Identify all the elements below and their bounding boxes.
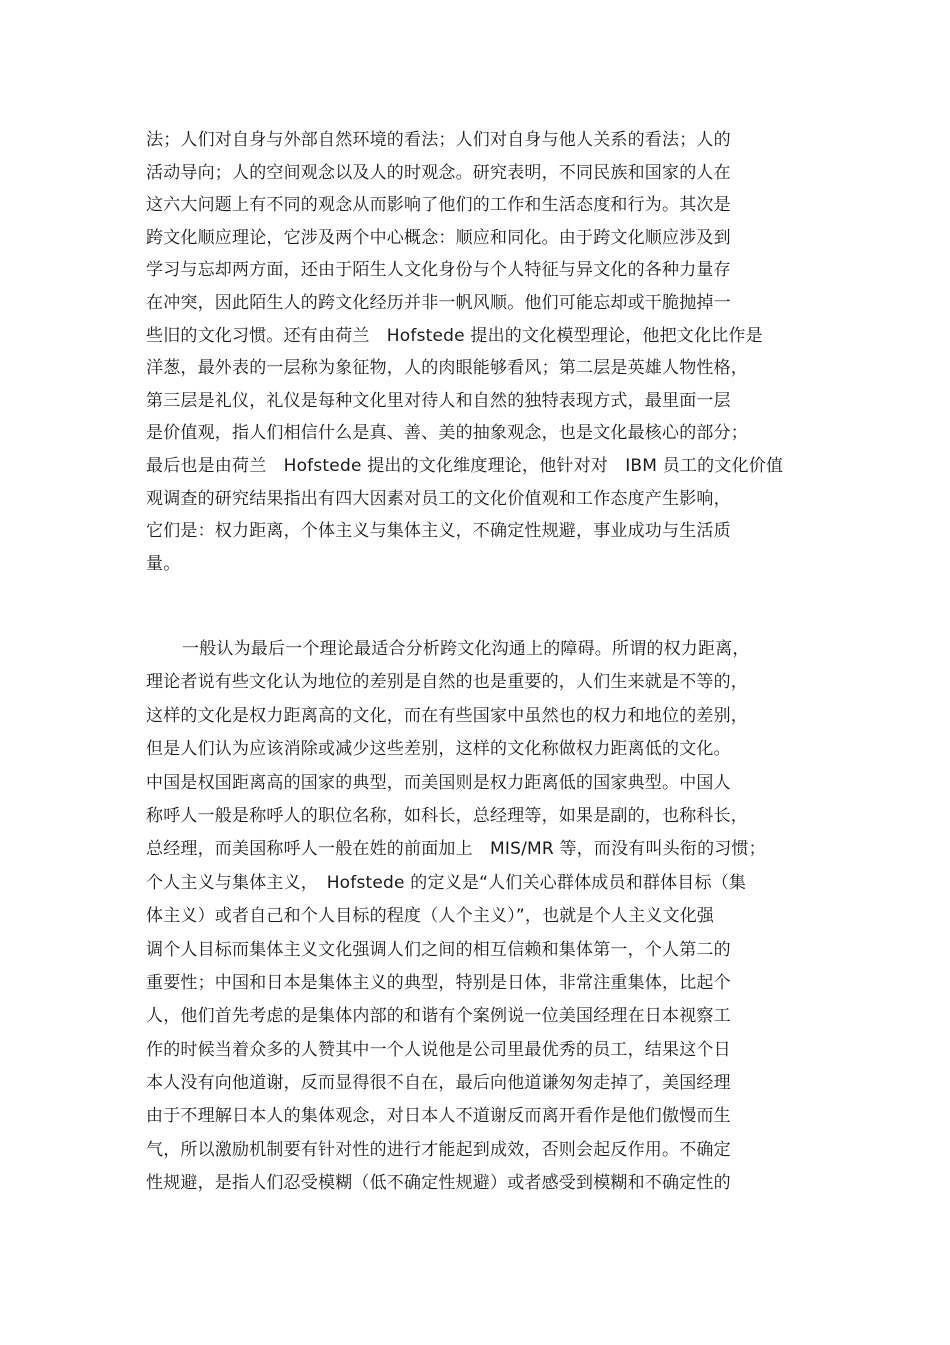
text-line: 体主义）或者自己和个人目标的程度（人个主义）”，也就是个人主义文化强 [146, 906, 715, 927]
text-line: 作的时候当着众多的人赞其中一个人说他是公司里最优秀的员工，结果这个日 [146, 1039, 731, 1060]
paragraph-2 [146, 633, 846, 1201]
text-line: 法；人们对自身与外部自然环境的看法；人们对自身与他人关系的看法；人的 [146, 130, 731, 150]
text-line: 本人没有向他道谢，反而显得很不自在，最后向他道谦匆匆走掉了，美国经理 [146, 1073, 731, 1094]
text-line: 一般认为最后一个理论最适合分析跨文化沟通上的障碍。所谓的权力距离， [182, 639, 750, 659]
text-line: 总经理，而美国称呼人一般在姓的前面加上 MIS/MR 等，而没有叫头衔的习惯； [146, 839, 766, 860]
text-line: 在冲突，因此陌生人的跨文化经历并非一帆风顺。他们可能忘却或干脆抛掉一 [146, 292, 731, 313]
paragraph-1 [146, 124, 846, 580]
text-line: 由于不理解日本人的集体观念，对日本人不道谢反而离开看作是他们傲慢而生 [146, 1106, 731, 1127]
text-line: 性规避，是指人们忍受模糊（低不确定性规避）或者感受到模糊和不确定性的 [146, 1173, 731, 1194]
text-line: 它们是：权力距离，个体主义与集体主义，不确定性规避，事业成功与生活质 [146, 521, 731, 542]
text-line: 这样的文化是权力距离高的文化，而在有些国家中虽然也的权力和地位的差别， [146, 705, 748, 726]
text-line: 理论者说有些文化认为地位的差别是自然的也是重要的，人们生来就是不等的， [146, 672, 748, 693]
text-line: 个人主义与集体主义， Hofstede 的定义是“人们关心群体成员和群体目标（集 [146, 872, 747, 893]
text-line: 第三层是礼仪，礼仪是每种文化里对待人和自然的独特表现方式，最里面一层 [146, 390, 731, 411]
text-line: 人，他们首先考虑的是集体内部的和谐有个案例说一位美国经理在日本视察工 [146, 1006, 731, 1027]
text-line: 些旧的文化习惯。还有由荷兰 Hofstede 提出的文化模型理论，他把文化比作是 [146, 325, 763, 346]
text-line: 中国是权国距离高的国家的典型，而美国则是权力距离低的国家典型。中国人 [146, 772, 731, 793]
text-line: 洋葱，最外表的一层称为象征物，人的肉眼能够看风；第二层是英雄人物性格， [146, 358, 748, 379]
text-line: 气，所以激励机制要有针对性的进行才能起到成效，否则会起反作用。不确定 [146, 1139, 731, 1160]
text-line: 重要性；中国和日本是集体主义的典型，特别是日体，非常注重集体，比起个 [146, 972, 731, 993]
text-line: 学习与忘却两方面，还由于陌生人文化身份与个人特征与异文化的各种力量存 [146, 260, 731, 281]
text-line: 是价值观，指人们相信什么是真、善、美的抽象观念，也是文化最核心的部分； [146, 423, 748, 444]
text-line: 量。 [146, 553, 181, 574]
text-line: 活动导向；人的空间观念以及人的时观念。研究表明，不同民族和国家的人在 [146, 162, 731, 183]
text-line: 这六大问题上有不同的观念从而影响了他们的工作和生活态度和行为。其次是 [146, 195, 731, 216]
text-line: 最后也是由荷兰 Hofstede 提出的文化维度理论，他针对对 IBM 员工的文化价值 [146, 455, 784, 476]
text-line: 调个人目标而集体主义文化强调人们之间的相互信赖和集体第一，个人第二的 [146, 939, 731, 960]
text-line: 称呼人一般是称呼人的职位名称，如科长，总经理等，如果是副的，也称科长， [146, 805, 748, 826]
text-line: 跨文化顺应理论，它涉及两个中心概念：顺应和同化。由于跨文化顺应涉及到 [146, 227, 731, 248]
text-line: 但是人们认为应该消除或减少这些差别，这样的文化称做权力距离低的文化。 [146, 739, 731, 760]
text-line: 观调查的研究结果指出有四大因素对员工的文化价值观和工作态度产生影响， [146, 488, 731, 509]
